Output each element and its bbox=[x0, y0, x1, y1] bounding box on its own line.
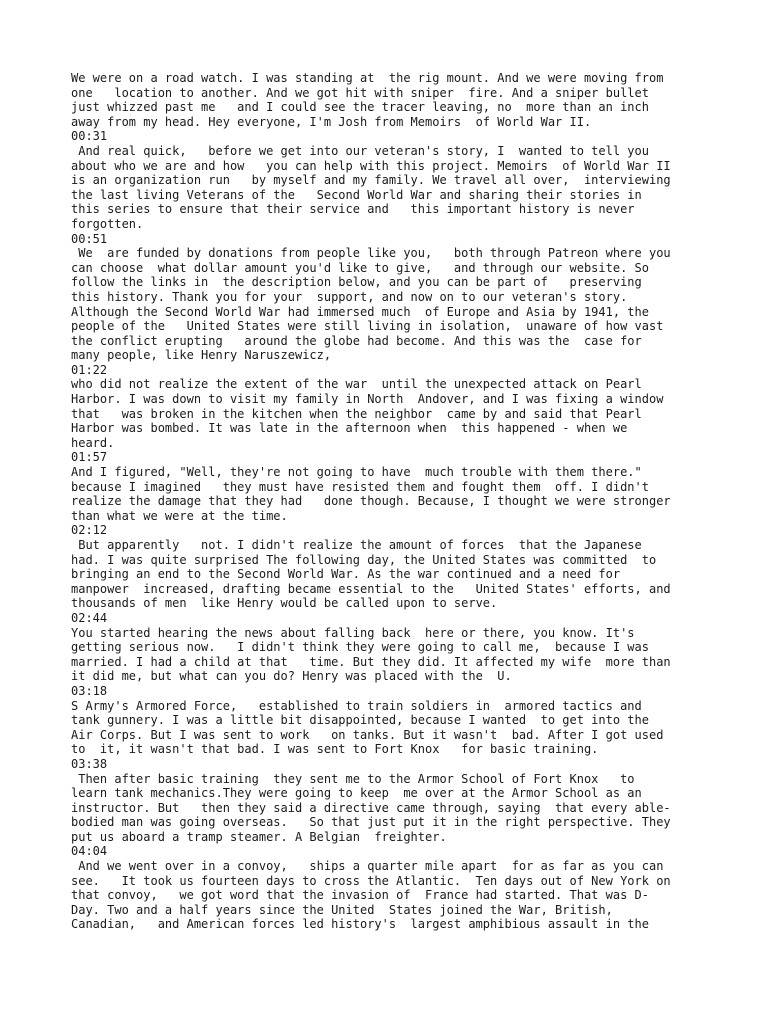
timestamp: 00:31 bbox=[71, 129, 108, 144]
transcript-line: who did not realize the extent of the war until the unexpected attack on Pearl bbox=[71, 377, 642, 392]
document-page bbox=[71, 71, 711, 932]
transcript-line: tank gunnery. I was a little bit disappointed, because I wanted to get into the bbox=[71, 713, 649, 728]
transcript-line: And we went over in a convoy, ships a quarter mile apart for as far as you can bbox=[71, 859, 664, 874]
transcript-line: But apparently not. I didn't realize the amount of forces that the Japanese bbox=[71, 538, 642, 552]
timestamp: 02:44 bbox=[71, 610, 108, 625]
transcript-line: We are funded by donations from people like you, both through Patreon where you bbox=[71, 246, 671, 261]
transcript-line: the conflict erupting around the globe had become. And this was the case for bbox=[71, 333, 642, 348]
transcript-line: Then after basic training they sent me to the Armor School of Fort Knox to bbox=[71, 771, 635, 786]
timestamp: 03:38 bbox=[71, 756, 108, 771]
transcript-line: manpower increased, drafting became essential to the United States' efforts, and bbox=[71, 581, 671, 596]
transcript-line: Although the Second World War had immersed much of Europe and Asia by 1941, the bbox=[71, 304, 649, 319]
transcript-line: one location to another. And we got hit with sniper fire. And a sniper bullet bbox=[71, 85, 649, 100]
transcript-line: And real quick, before we get into our veteran's story, I wanted to tell you bbox=[71, 143, 649, 158]
timestamp: 02:12 bbox=[71, 523, 108, 538]
transcript-line: had. I was quite surprised The following day, the United States was committed to bbox=[71, 552, 657, 567]
transcript-line: because I imagined they must have resisted them and fought them off. I didn't bbox=[71, 479, 649, 494]
transcript-line: Harbor. I was down to visit my family in North Andover, and I was fixing a window bbox=[71, 392, 664, 407]
transcript-line: heard. bbox=[71, 435, 115, 450]
transcript-line: instructor. But then they said a directive came through, saying that every able- bbox=[71, 800, 671, 815]
transcript-line: We were on a road watch. I was standing at the rig mount. And we were moving from bbox=[71, 71, 664, 85]
transcript-line: is an organization run by myself and my family. We travel all over, interviewing bbox=[71, 173, 671, 188]
transcript-line: thousands of men like Henry would be called upon to serve. bbox=[71, 596, 498, 611]
transcript-line: to it, it wasn't that bad. I was sent to Fort Knox for basic training. bbox=[71, 742, 599, 757]
timestamp: 01:22 bbox=[71, 362, 108, 377]
transcript-line: see. It took us fourteen days to cross the Atlantic. Ten days out of New York on bbox=[71, 873, 671, 888]
transcript-line: away from my head. Hey everyone, I'm Josh from Memoirs of World War II. bbox=[71, 114, 592, 129]
transcript-line: follow the links in the description below, and you can be part of preserving bbox=[71, 275, 642, 290]
transcript-line: forgotten. bbox=[71, 216, 144, 231]
transcript-line: that was broken in the kitchen when the neighbor came by and said that Pearl bbox=[71, 406, 642, 421]
transcript-line: about who we are and how you can help with this project. Memoirs of World War II bbox=[71, 158, 671, 173]
transcript-line: it did me, but what can you do? Henry was placed with the U. bbox=[71, 669, 512, 684]
transcript-line: Day. Two and a half years since the United States joined the War, British, bbox=[71, 902, 613, 917]
transcript-line: S Army's Armored Force, established to train soldiers in armored tactics and bbox=[71, 698, 642, 713]
transcript-line: bringing an end to the Second World War. As the war continued and a need for bbox=[71, 567, 621, 582]
transcript-line: You started hearing the news about falling back here or there, you know. It's bbox=[71, 625, 635, 640]
timestamp: 00:51 bbox=[71, 231, 108, 246]
transcript-line: And I figured, "Well, they're not going to have much trouble with them there." bbox=[71, 465, 642, 480]
transcript-line: many people, like Henry Naruszewicz, bbox=[71, 348, 332, 363]
transcript-line: that convoy, we got word that the invasion of France had started. That was D- bbox=[71, 888, 649, 903]
transcript-line: learn tank mechanics.They were going to keep me over at the Armor School as an bbox=[71, 786, 642, 801]
transcript-line: getting serious now. I didn't think they were going to call me, because I was bbox=[71, 640, 649, 655]
transcript-line: this series to ensure that their service and this important history is never bbox=[71, 202, 635, 217]
timestamp: 01:57 bbox=[71, 450, 108, 465]
transcript-text bbox=[71, 71, 711, 932]
transcript-line: just whizzed past me and I could see the tracer leaving, no more than an inch bbox=[71, 100, 649, 115]
transcript-line: realize the damage that they had done though. Because, I thought we were stronger bbox=[71, 494, 671, 509]
transcript-line: Air Corps. But I was sent to work on tanks. But it wasn't bad. After I got used bbox=[71, 727, 664, 742]
transcript-line: married. I had a child at that time. But they did. It affected my wife more than bbox=[71, 654, 671, 669]
timestamp: 03:18 bbox=[71, 683, 108, 698]
transcript-line: this history. Thank you for your support, and now on to our veteran's story. bbox=[71, 289, 628, 304]
transcript-line: Canadian, and American forces led history's largest amphibious assault in the bbox=[71, 917, 649, 932]
transcript-line: put us aboard a tramp steamer. A Belgian freighter. bbox=[71, 829, 447, 844]
transcript-line: Harbor was bombed. It was late in the afternoon when this happened - when we bbox=[71, 421, 628, 436]
transcript-line: than what we were at the time. bbox=[71, 508, 288, 523]
transcript-line: the last living Veterans of the Second World War and sharing their stories in bbox=[71, 187, 642, 202]
timestamp: 04:04 bbox=[71, 844, 108, 859]
transcript-line: bodied man was going overseas. So that just put it in the right perspective. They bbox=[71, 815, 671, 830]
transcript-line: can choose what dollar amount you'd like to give, and through our website. So bbox=[71, 260, 649, 275]
transcript-line: people of the United States were still living in isolation, unaware of how vast bbox=[71, 319, 664, 334]
